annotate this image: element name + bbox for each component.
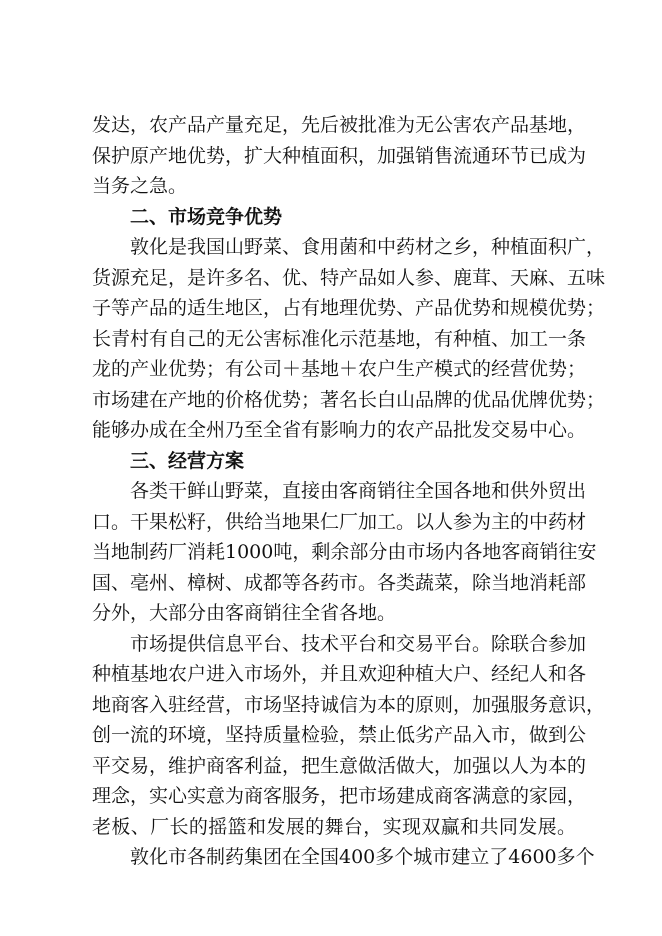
text-line: 货源充足，是许多名、优、特产品如人参、鹿茸、天麻、五味 (92, 266, 606, 289)
text-line: 当地制药厂消耗1000吨，剩余部分由市场内各地客商销往安 (92, 541, 597, 563)
text-line: 子等产品的适生地区，占有地理优势、产品优势和规模优势； (92, 297, 606, 319)
text-line: 创一流的环境，坚持质量检验，禁止低劣产品入市，做到公 (92, 724, 587, 746)
text-line: 当务之急。 (92, 175, 188, 197)
document-page (92, 110, 606, 873)
text-line: 龙的产业优势；有公司＋基地＋农户生产模式的经营优势； (92, 358, 587, 380)
text-line: 平交易，维护商客利益，把生意做活做大，加强以人为本的 (92, 754, 587, 777)
text-line: 发达，农产品产量充足，先后被批准为无公害农产品基地， (92, 114, 587, 136)
text-line: 敦化市各制药集团在全国400多个城市建立了4600多个 (130, 846, 595, 868)
text-line: 敦化是我国山野菜、食用菌和中药材之乡，种植面积广， (130, 236, 606, 258)
text-line: 口。干果松籽，供给当地果仁厂加工。以人参为主的中药材 (92, 510, 587, 533)
section-heading: 二、市场竞争优势 (130, 205, 283, 228)
text-line: 国、亳州、樟树、成都等各药市。各类蔬菜，除当地消耗部 (92, 571, 587, 594)
section-heading: 三、经营方案 (130, 449, 245, 472)
text-line: 能够办成在全州乃至全省有影响力的农产品批发交易中心。 (92, 419, 587, 441)
text-line: 理念，实心实意为商客服务，把市场建成商客满意的家园， (92, 785, 587, 807)
text-line: 各类干鲜山野菜，直接由客商销往全国各地和供外贸出 (130, 480, 587, 502)
text-line: 长青村有自己的无公害标准化示范基地，有种植、加工一条 (92, 327, 587, 350)
text-line: 地商客入驻经营，市场坚持诚信为本的原则，加强服务意识， (92, 693, 606, 716)
text-line: 种植基地农户进入市场外，并且欢迎种植大户、经纪人和各 (92, 663, 587, 685)
text-line: 市场建在产地的价格优势；著名长白山品牌的优品优牌优势； (92, 388, 606, 411)
text-line: 保护原产地优势，扩大种植面积，加强销售流通环节已成为 (92, 144, 587, 167)
text-line: 分外，大部分由客商销往全省各地。 (92, 602, 397, 624)
text-line: 市场提供信息平台、技术平台和交易平台。除联合参加 (130, 632, 587, 655)
text-line: 老板、厂长的摇篮和发展的舞台，实现双赢和共同发展。 (92, 815, 576, 838)
